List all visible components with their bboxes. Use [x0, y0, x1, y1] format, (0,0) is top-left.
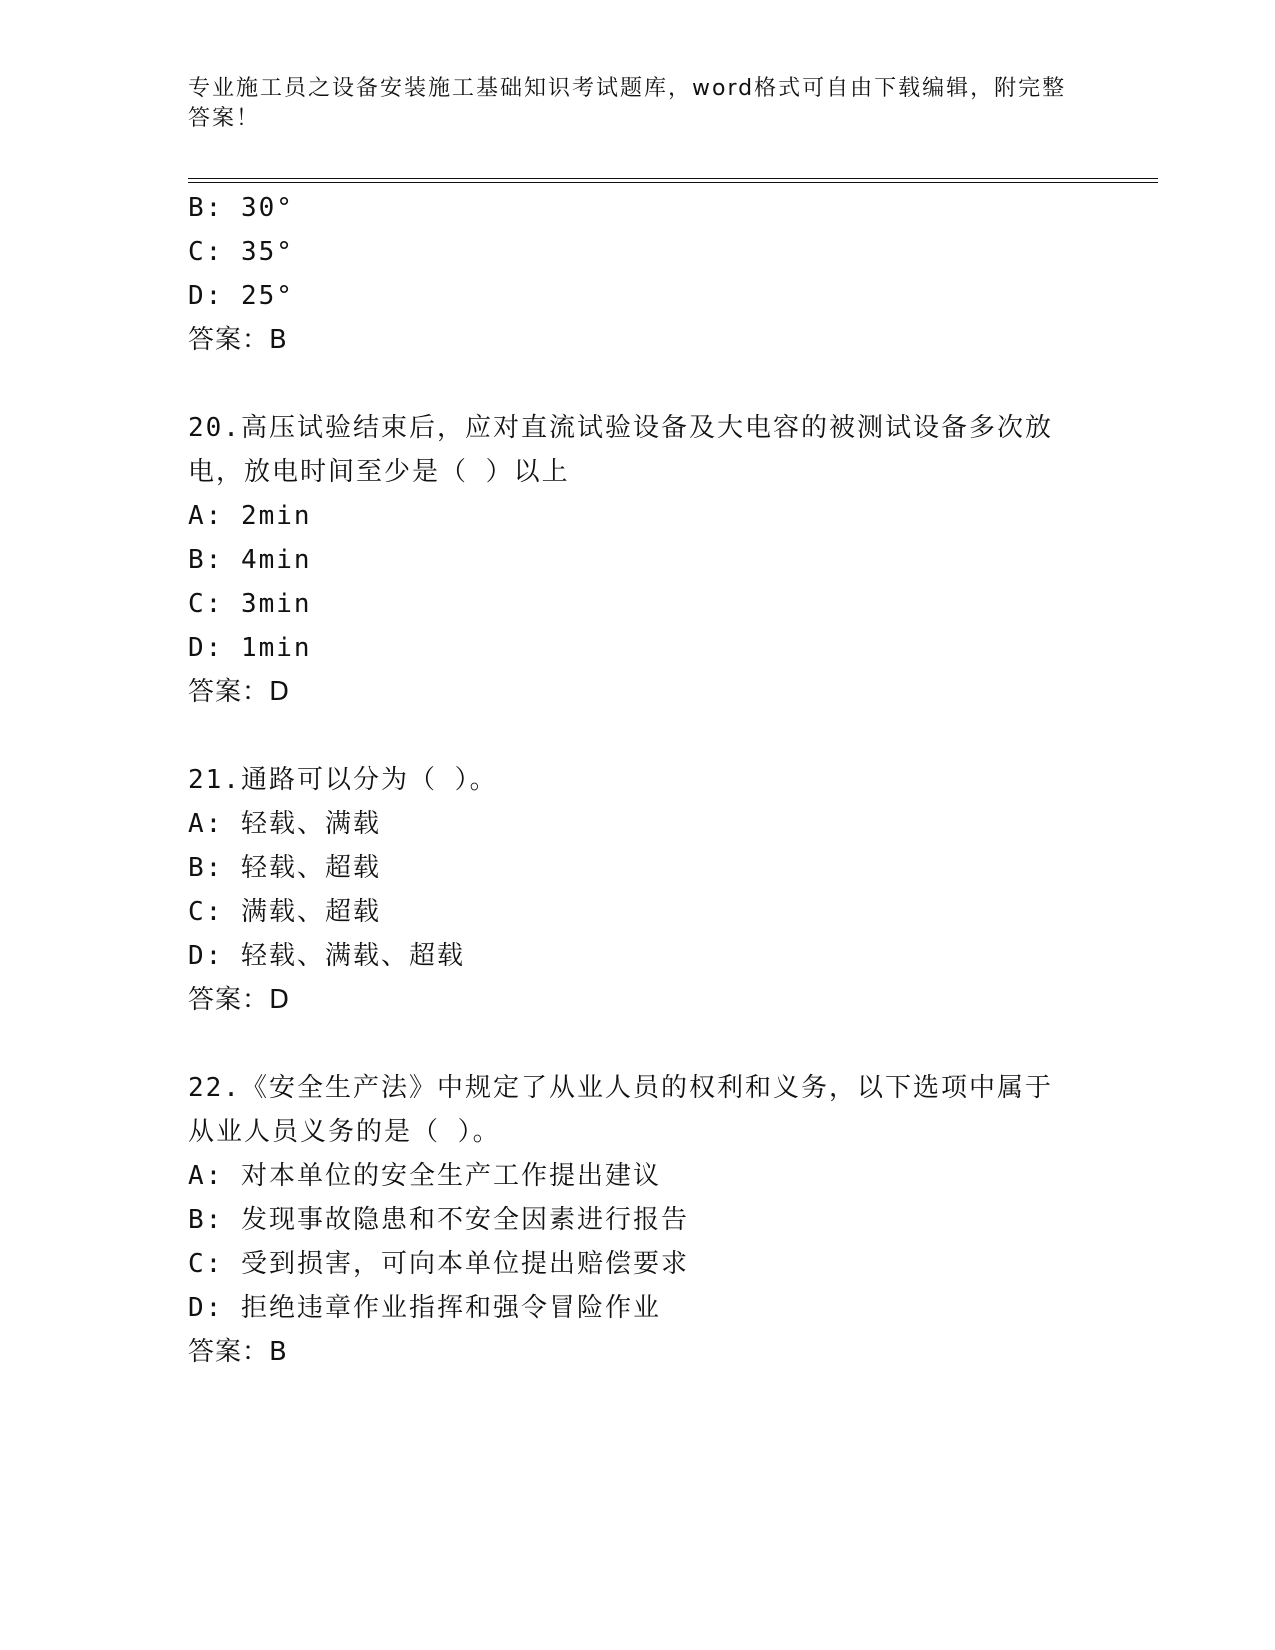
q21-option-c: C: 满载、超载	[188, 897, 381, 927]
q20-answer: 答案：D	[188, 677, 291, 707]
q19-option-d: D: 25°	[188, 281, 294, 311]
q22-answer: 答案：B	[188, 1337, 288, 1367]
q22-stem-line1: 22.《安全生产法》中规定了从业人员的权利和义务，以下选项中属于	[188, 1073, 1053, 1103]
q20-stem-line1: 20.高压试验结束后，应对直流试验设备及大电容的被测试设备多次放	[188, 413, 1053, 443]
q20-option-d: D: 1min	[188, 633, 312, 663]
document-header: 专业施工员之设备安装施工基础知识考试题库，word格式可自由下载编辑，附完整答案！	[188, 76, 1067, 131]
q22-option-b: B: 发现事故隐患和不安全因素进行报告	[188, 1205, 689, 1235]
header-divider-top	[188, 178, 1158, 179]
q20-option-b: B: 4min	[188, 545, 312, 575]
q22-option-a: A: 对本单位的安全生产工作提出建议	[188, 1161, 661, 1191]
q22-stem-line2: 从业人员义务的是（ ）。	[188, 1117, 501, 1147]
q21-answer: 答案：D	[188, 985, 291, 1015]
q21-stem-line1: 21.通路可以分为（ ）。	[188, 765, 498, 795]
q19-answer: 答案：B	[188, 325, 288, 355]
q21-option-a: A: 轻载、满载	[188, 809, 381, 839]
q21-option-d: D: 轻载、满载、超载	[188, 941, 465, 971]
q20-option-c: C: 3min	[188, 589, 312, 619]
q19-option-b: B: 30°	[188, 193, 294, 223]
q20-option-a: A: 2min	[188, 501, 312, 531]
q22-option-c: C: 受到损害，可向本单位提出赔偿要求	[188, 1249, 689, 1279]
q19-option-c: C: 35°	[188, 237, 294, 267]
q22-option-d: D: 拒绝违章作业指挥和强令冒险作业	[188, 1293, 661, 1323]
q20-stem-line2: 电，放电时间至少是（ ）以上	[188, 457, 570, 487]
q21-option-b: B: 轻载、超载	[188, 853, 381, 883]
header-divider-bottom	[188, 182, 1158, 183]
